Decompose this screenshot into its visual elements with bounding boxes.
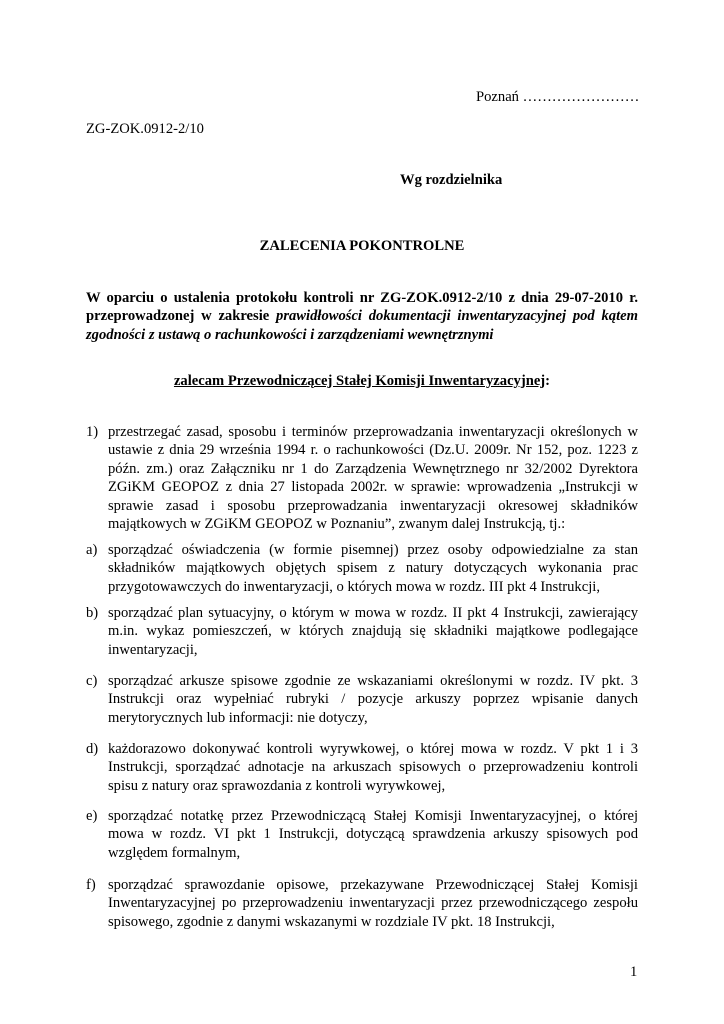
directive	[86, 372, 638, 390]
list-item-label: e)	[86, 808, 98, 824]
list-item	[86, 807, 638, 862]
directive-colon: :	[545, 373, 551, 389]
list-item	[86, 740, 638, 795]
list-item-text: sporządzać oświadczenia (w formie pisemnej) przez osoby odpowiedzialne za stan składników majątkowych objętych spisem z natury dotyczących wykonania prac przygotowawczych do inwentaryzacji, o których mowa w rozdz. III pkt 4 Instrukcji,	[108, 542, 638, 595]
recipient: Wg rozdzielnika	[400, 172, 503, 188]
list-item-text: sporządzać sprawozdanie opisowe, przekazywane Przewodniczącej Stałej Komisji Inwentaryzacyjnej po przeprowadzeniu inwentaryzacji przez przewodniczącego zespołu spisowego, zgodnie z danymi wskazanymi w rozdziale IV pkt. 18 Instrukcji,	[108, 877, 638, 930]
intro-bold-text: W oparciu o ustalenia protokołu kontroli nr ZG-ZOK.0912-2/10 z dnia 29-07-2010 r. przeprowadzonej w zakresie	[86, 290, 638, 325]
document-title: ZALECENIA POKONTROLNE	[259, 238, 465, 254]
intro-scope-text: prawidłowości dokumentacji inwentaryzacyjnej pod kątem zgodności z ustawą o rachunkowości i zarządzeniami wewnętrznymi	[86, 308, 638, 343]
list-item-text: sporządzać arkusze spisowe zgodnie ze wskazaniami określonymi w rozdz. IV pkt. 3 Instrukcji oraz wypełniać rubryki / pozycje arkuszy poprzez wpisanie danych merytorycznych lub informacji: nie dotyczy,	[108, 673, 638, 726]
list-item-text: sporządzać plan sytuacyjny, o którym w mowa w rozdz. II pkt 4 Instrukcji, zawierający m.in. wykaz pomieszczeń, w których znajdują się składniki majątkowe podlegające inwentaryzacji,	[108, 605, 638, 658]
list-item-label: d)	[86, 741, 99, 757]
reference-number: ZG-ZOK.0912-2/10	[86, 121, 204, 137]
list-item	[86, 876, 638, 931]
list-item-label: c)	[86, 673, 98, 689]
list-item	[86, 604, 638, 659]
list-item-label: b)	[86, 605, 99, 621]
list-item-text: przestrzegać zasad, sposobu i terminów przeprowadzania inwentaryzacji określonych w ustawie z dnia 29 września 1994 r. o rachunkowości (Dz.U. 2009r. Nr 152, poz. 1223 z późn. zm.) oraz Załączniku nr 1 do Zarządzenia Wewnętrznego nr 32/2002 Dyrektora ZGiKM GEOPOZ z dnia 27 listopada 2002r. w sprawie: wprowadzenia „Instrukcji w sprawie zasad i sposobu przeprowadzania inwentaryzacji okresowej składników majątkowych w ZGiKM GEOPOZ w Poznaniu”, zwanym dalej Instrukcją, tj.:	[108, 424, 638, 533]
list-item	[86, 423, 638, 533]
list-item-text: każdorazowo dokonywać kontroli wyrywkowej, o której mowa w rozdz. V pkt 1 i 3 Instrukcji, sporządzać adnotacje na arkuszach spisowych o przeprowadzeniu kontroli spisu z natury oraz sprawozdania z kontroli wyrywkowej,	[108, 741, 638, 794]
directive-text: zalecam Przewodniczącej Stałej Komisji Inwentaryzacyjnej	[173, 373, 546, 389]
list-item-text: sporządzać notatkę przez Przewodniczącą Stałej Komisji Inwentaryzacyjnej, o której mowa w rozdz. VI pkt 1 Instrukcji, dotyczącą sprawdzenia arkuszy spisowych pod względem formalnym,	[108, 808, 638, 861]
list-item-label: f)	[86, 877, 96, 893]
page-number: 1	[630, 964, 638, 980]
list-item	[86, 672, 638, 727]
intro-paragraph	[86, 289, 638, 344]
place-date: Poznań ……………………	[476, 89, 640, 105]
list-item	[86, 541, 638, 596]
list-item-label: a)	[86, 542, 98, 558]
list-item-label: 1)	[86, 424, 99, 440]
